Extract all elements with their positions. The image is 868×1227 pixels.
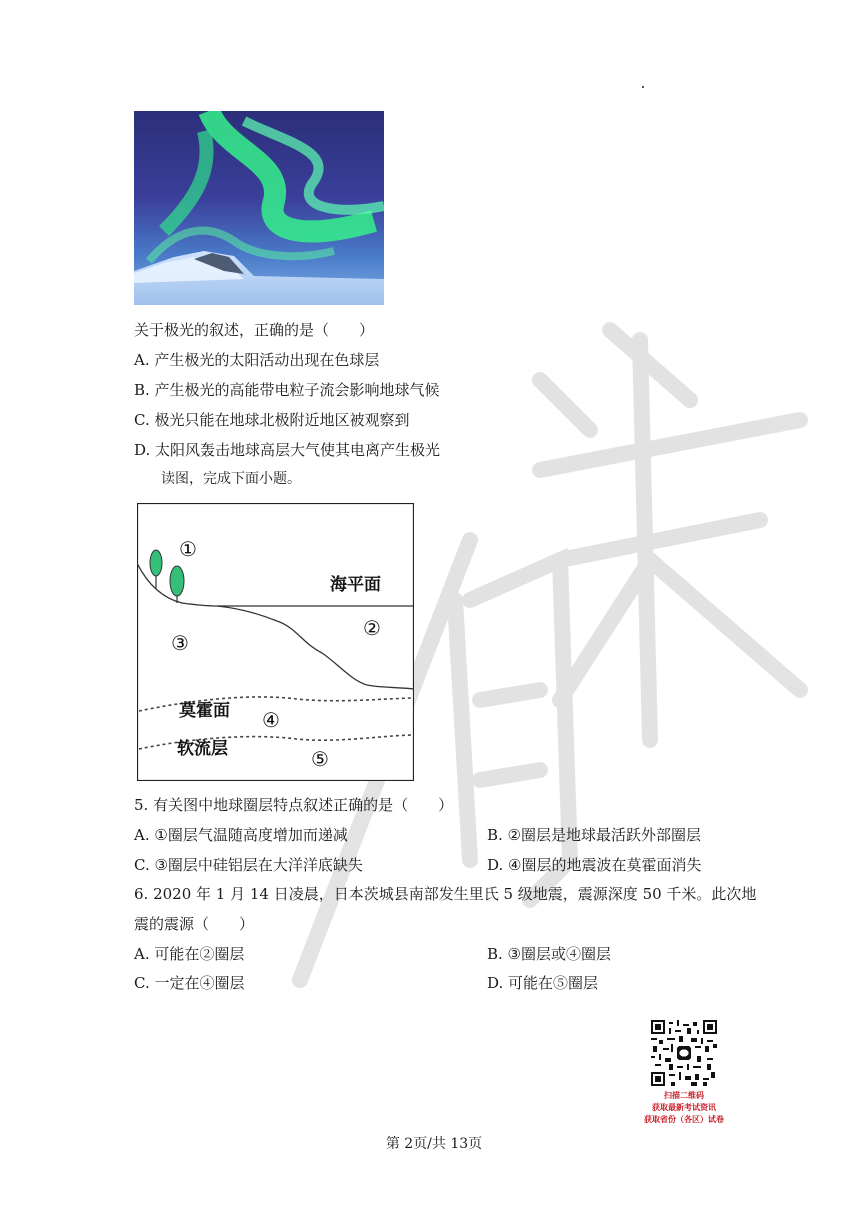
option-b: B. ②圈层是地球最活跃外部圈层 bbox=[487, 826, 702, 844]
label-asthenosphere: 软流层 bbox=[177, 739, 228, 759]
label-circle-3: ③ bbox=[171, 631, 189, 655]
option-c: C. ③圈层中硅铝层在大洋洋底缺失 bbox=[134, 856, 363, 874]
question-stem: 6. 2020 年 1 月 14 日凌晨，日本茨城县南部发生里氏 5 级地震，震源深度 50 千米。此次地 bbox=[134, 885, 757, 903]
label-circle-4: ④ bbox=[262, 708, 280, 732]
earth-layers-diagram bbox=[137, 503, 414, 781]
question-stem: 5. 有关图中地球圈层特点叙述正确的是（ ） bbox=[134, 796, 454, 814]
option-c: C. 极光只能在地球北极附近地区被观察到 bbox=[134, 411, 410, 429]
qr-caption-line: 获取省份（各区）试卷 bbox=[644, 1115, 724, 1124]
qr-caption-line: 扫描二维码 bbox=[664, 1091, 704, 1100]
option-d: D. ④圈层的地震波在莫霍面消失 bbox=[487, 856, 702, 874]
label-sea-level: 海平面 bbox=[330, 575, 381, 595]
option-d: D. 可能在⑤圈层 bbox=[487, 974, 599, 992]
label-circle-1: ① bbox=[179, 537, 197, 561]
qr-code-icon[interactable] bbox=[651, 1020, 717, 1086]
question-stem-continued: 震的震源（ ） bbox=[134, 915, 255, 933]
instruction-text: 读图，完成下面小题。 bbox=[161, 471, 301, 487]
qr-caption-line: 获取最新考试资讯 bbox=[652, 1103, 716, 1112]
option-a: A. 可能在②圈层 bbox=[134, 945, 245, 963]
option-a: A. ①圈层气温随高度增加而递减 bbox=[134, 826, 348, 844]
option-c: C. 一定在④圈层 bbox=[134, 974, 245, 992]
option-b: B. ③圈层或④圈层 bbox=[487, 945, 612, 963]
page-number: 第 2页/共 13页 bbox=[385, 1136, 483, 1152]
label-circle-5: ⑤ bbox=[311, 747, 329, 771]
label-moho: 莫霍面 bbox=[179, 701, 230, 721]
stray-dot bbox=[642, 86, 644, 88]
option-d: D. 太阳风轰击地球高层大气使其电离产生极光 bbox=[134, 441, 441, 459]
label-circle-2: ② bbox=[363, 616, 381, 640]
option-a: A. 产生极光的太阳活动出现在色球层 bbox=[134, 351, 380, 369]
question-stem: 关于极光的叙述，正确的是（ ） bbox=[134, 321, 375, 339]
aurora-photo bbox=[134, 111, 384, 305]
option-b: B. 产生极光的高能带电粒子流会影响地球气候 bbox=[134, 381, 440, 399]
